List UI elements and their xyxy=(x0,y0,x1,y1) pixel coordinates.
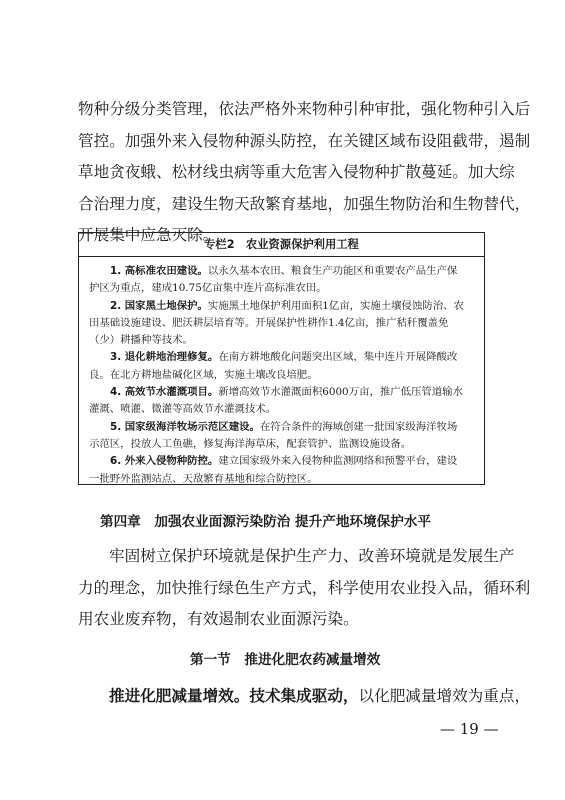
box-line: 5. 国家级海洋牧场示范区建设。在符合条件的海域创建一批国家级海洋牧场 xyxy=(110,420,458,433)
text-line: 物种分级分类管理，依法严格外来物种引种审批，强化物种引入后 xyxy=(78,100,531,118)
box-line: 灌溉、喷灌、微灌等高效节水灌溉技术。 xyxy=(89,403,277,416)
text-line: 用农业废弃物，有效遏制农业面源污染。 xyxy=(78,610,359,628)
item-head: 3. 退化耕地治理修复。 xyxy=(110,351,219,364)
box-line: 一批野外监测站点、天敌繁育基地和综合防控区。 xyxy=(89,472,318,485)
item-head: 2. 国家黑土地保护。 xyxy=(110,299,208,312)
section-heading: 第一节 推进化肥农药减量增效 xyxy=(190,652,381,668)
text-line: 力的理念，加快推行绿色生产方式，科学使用农业投入品，循环利 xyxy=(78,578,531,597)
text-line: 草地贪夜蛾、松材线虫病等重大危害入侵物种扩散蔓延。加大综 xyxy=(78,163,515,181)
box-line: 4. 高效节水灌溉项目。新增高效节水灌溉面积6000万亩，推广低压管道输水 xyxy=(110,386,463,399)
item-head: 6. 外来入侵物种防控。 xyxy=(110,455,219,468)
text-line: 管控。加强外来入侵物种源头防控，在关键区域布设阻截带，遏制 xyxy=(78,131,531,150)
item-head: 5. 国家级海洋牧场示范区建设。 xyxy=(110,420,260,433)
box-line: 3. 退化耕地治理修复。在南方耕地酸化问题突出区域，集中连片开展降酸改 xyxy=(110,351,458,364)
chapter-paragraph xyxy=(78,541,531,636)
item-head: 4. 高效节水灌溉项目。 xyxy=(110,386,219,399)
box-line: 护区为重点，建成10.75亿亩集中连片高标准农田。 xyxy=(89,282,327,295)
top-paragraph xyxy=(78,94,531,252)
box-line: 示范区，投放人工鱼礁，修复海洋海草床，配套管护、监测设施设备。 xyxy=(89,437,412,450)
box-body xyxy=(89,263,475,488)
text-line: 合治理力度，建设生物天敌繁育基地，加强生物防治和生物替代， xyxy=(78,194,531,213)
text-line: 开展集中应急灭除。 xyxy=(78,226,219,244)
box-line: 6. 外来入侵物种防控。建立国家级外来入侵物种监测网络和预警平台，建设 xyxy=(110,455,458,468)
box-line: （少）耕播种等技术。 xyxy=(89,334,193,347)
text-line: 牢固树立保护环境就是保护生产力、改善环境就是发展生产 xyxy=(109,547,515,565)
box-line: 田基础设施建设、肥沃耕层培育等。开展保护性耕作1.4亿亩，推广秸秆覆盖免 xyxy=(89,316,449,329)
chapter-heading: 第四章 加强农业面源污染防治 提升产地环境保护水平 xyxy=(100,514,431,530)
box-title: 专栏2 农业资源保护利用工程 xyxy=(79,233,484,257)
bold-lead: 推进化肥减量增效。技术集成驱动， xyxy=(109,687,359,705)
column-box xyxy=(78,232,485,485)
box-line: 良。在北方耕地盐碱化区域，实施土壤改良培肥。 xyxy=(89,368,318,381)
page-number: — 19 — xyxy=(440,720,499,738)
section-paragraph xyxy=(78,681,531,713)
item-head: 1. 高标准农田建设。 xyxy=(110,265,208,277)
text-line: 推进化肥减量增效。技术集成驱动，以化肥减量增效为重点， xyxy=(109,687,531,705)
box-line: 2. 国家黑土地保护。实施黑土地保护利用面积1亿亩，实施土壤侵蚀防治、农 xyxy=(110,299,464,312)
box-line: 1. 高标准农田建设。以永久基本农田、粮食生产功能区和重要农产品生产保 xyxy=(110,265,458,277)
